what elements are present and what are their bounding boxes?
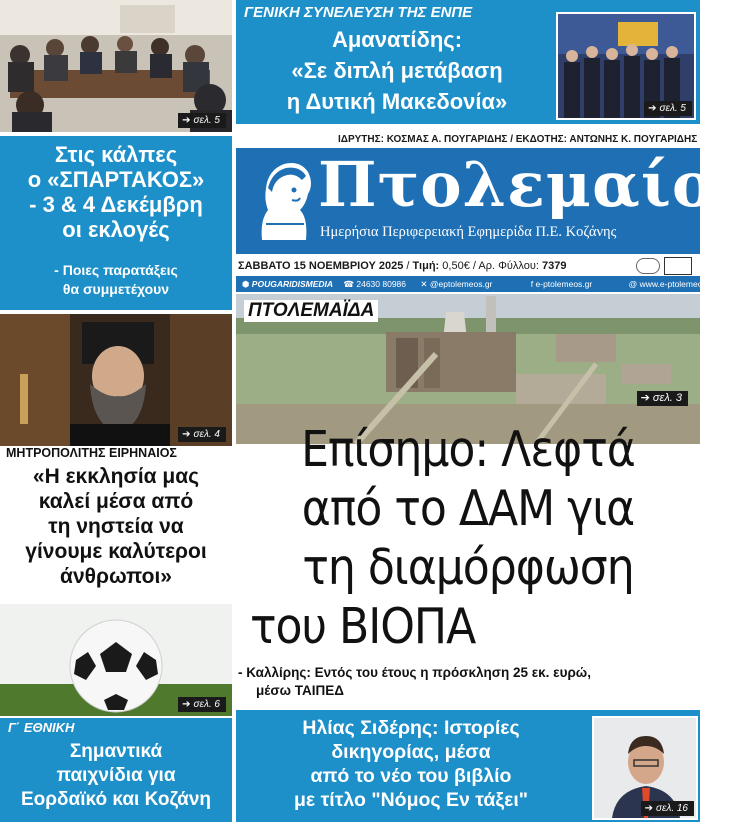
- spartakos-subhead: [0, 261, 232, 299]
- main-story-headline-line1: Επίσημο: Λεφτά: [301, 421, 635, 478]
- facebook-icon: f: [530, 279, 534, 289]
- spartakos-headline: [0, 142, 232, 242]
- football-headline-line1: Σημαντικά: [69, 741, 163, 762]
- metropolitan-quote-line1: «Η εκκλησία μας: [32, 465, 200, 488]
- metropolitan-quote-line3: τη νηστεία να: [48, 515, 184, 538]
- issue-date: ΣΑΒΒΑΤΟ 15 ΝΟΕΜΒΡΙΟΥ 2025: [238, 260, 404, 272]
- association-logo-icon: [664, 257, 692, 275]
- website-link[interactable]: www.e-ptolemeos.gr: [639, 279, 717, 289]
- main-story-subhead: [238, 664, 700, 700]
- ptolemy-bust-icon: [242, 150, 320, 250]
- main-story-headline-line4: του ΒΙΟΠΑ: [250, 598, 476, 655]
- main-story-subhead-line1: - Καλλίρης: Εντός του έτους η πρόσκληση 25 εκ. ευρώ,: [238, 665, 591, 680]
- spartakos-box: [0, 136, 232, 310]
- spartakos-subhead-line2: θα συμμετέχουν: [62, 281, 170, 297]
- football-headline-line2: παιχνίδια για: [56, 765, 176, 786]
- twitter-icon: ✕: [420, 279, 428, 289]
- phone-icon: ☎: [343, 279, 354, 289]
- football-headline-line3: Εορδαϊκό και Κοζάνη: [21, 789, 211, 810]
- top-story-headline: [242, 24, 552, 117]
- top-story-headline-line1: Αμανατίδης:: [331, 27, 463, 52]
- price-label: Τιμή:: [412, 260, 440, 272]
- meeting-photo: [0, 0, 232, 132]
- author-photo: [592, 716, 698, 820]
- book-story-headline-line3: από το νέο του βιβλίο: [310, 765, 512, 787]
- spartakos-headline-line3: - 3 & 4 Δεκέμβρη: [29, 192, 203, 217]
- book-story-headline-line2: δικηγορίας, μέσα: [331, 741, 491, 763]
- top-story-headline-line2: «Σε διπλή μετάβαση: [291, 58, 503, 83]
- main-story-kicker: ΠΤΟΛΕΜΑΪΔΑ: [244, 300, 378, 322]
- metropolitan-kicker: ΜΗΤΡΟΠΟΛΙΤΗΣ ΕΙΡΗΝΑΙΟΣ: [6, 446, 177, 460]
- media-logo-icon: ⬢: [242, 279, 250, 289]
- metropolitan-quote: [0, 464, 232, 589]
- contacts-bar: [236, 276, 717, 292]
- issue-label: Αρ. Φύλλου:: [478, 260, 539, 272]
- page-ref-badge: ➔ σελ. 3: [637, 391, 688, 406]
- metropolitan-photo: [0, 314, 232, 446]
- top-story-kicker: ΓΕΝΙΚΗ ΣΥΝΕΛΕΥΣΗ ΤΗΣ ΕΝΠΕ: [244, 4, 473, 21]
- main-story-headline: [236, 420, 700, 656]
- facebook-page[interactable]: e-ptolemeos.gr: [535, 279, 593, 289]
- football-photo: [0, 604, 232, 716]
- metropolitan-quote-line4: γίνουμε καλύτεροι: [25, 540, 207, 563]
- top-story-photo: [556, 12, 696, 120]
- book-story-headline: [236, 716, 586, 812]
- page-ref-badge: ➔ σελ. 5: [644, 101, 692, 116]
- founders-line: ΙΔΡΥΤΗΣ: ΚΟΣΜΑΣ Α. ΠΟΥΓΑΡΙΔΗΣ / ΕΚΔΟΤΗΣ: ΑΝΤΩΝΗΣ Κ. ΠΟΥΓΑΡΙΔΗΣ: [338, 134, 698, 145]
- metropolitan-quote-line2: καλεί μέσα από: [38, 490, 194, 513]
- main-story-headline-line3: τη διαμόρφωση: [302, 539, 634, 596]
- football-headline: [0, 740, 232, 812]
- masthead-logo-area: [236, 148, 753, 254]
- page-ref-badge: ➔ σελ. 16: [641, 801, 694, 816]
- spartakos-headline-line4: οι εκλογές: [62, 217, 170, 242]
- main-story-headline-line2: από το ΔΑΜ για: [301, 480, 635, 537]
- issue-info-line: ΣΑΒΒΑΤΟ 15 ΝΟΕΜΒΡΙΟΥ 2025 / Τιμή: 0,50€ / Αρ. Φύλλου: 7379: [238, 260, 567, 272]
- main-story-subhead-line2: μέσω ΤΑΙΠΕΔ: [256, 683, 344, 698]
- phone-number: 24630 80986: [356, 279, 407, 289]
- seal-icon: [636, 258, 660, 274]
- top-story-headline-line3: η Δυτική Μακεδονία»: [286, 89, 508, 114]
- masthead-tagline: Ημερήσια Περιφερειακή Εφημερίδα Π.Ε. Κοζάνης: [320, 224, 617, 240]
- book-story-box: [236, 710, 700, 822]
- top-story-box: [236, 0, 700, 124]
- price-value: 0,50€: [442, 260, 470, 272]
- page-ref-badge: ➔ σελ. 5: [178, 113, 226, 128]
- web-icon: @: [628, 279, 638, 289]
- spartakos-headline-line1: Στις κάλπες: [54, 142, 178, 167]
- media-name: POUGARIDISMEDIA: [251, 279, 334, 289]
- page-ref-badge: ➔ σελ. 6: [178, 697, 226, 712]
- book-story-headline-line1: Ηλίας Σιδέρης: Ιστορίες: [302, 717, 520, 739]
- masthead-logo: Πτολεμαίος: [318, 148, 753, 221]
- football-box: [0, 718, 232, 822]
- twitter-handle[interactable]: @eptolemeos.gr: [429, 279, 493, 289]
- spartakos-headline-line2: ο «ΣΠΑΡΤΑΚΟΣ»: [27, 167, 205, 192]
- page-ref-badge: ➔ σελ. 4: [178, 427, 226, 442]
- book-story-headline-line4: με τίτλο "Νόμος Εν τάξει": [293, 789, 529, 811]
- football-kicker: Γ΄ ΕΘΝΙΚΗ: [8, 720, 75, 735]
- metropolitan-quote-line5: άνθρωποι»: [60, 565, 172, 588]
- spartakos-subhead-line1: - Ποιες παρατάξεις: [54, 262, 178, 278]
- issue-number: 7379: [542, 260, 567, 272]
